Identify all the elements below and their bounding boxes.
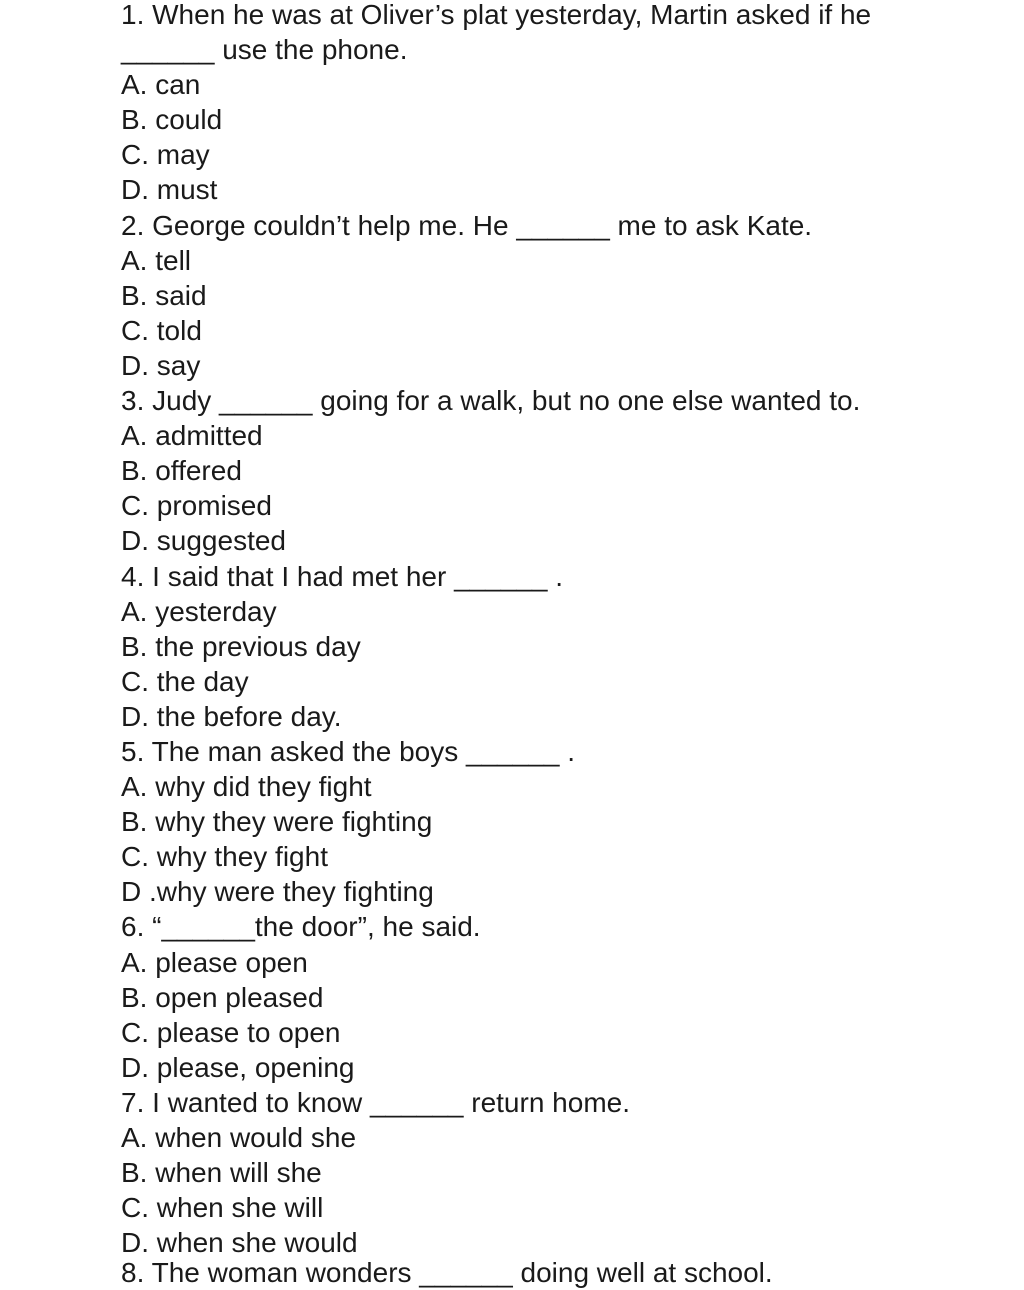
question-stem: 5. The man asked the boys ______ . [121,735,576,767]
option-a: A. when would she [121,1122,357,1153]
option-b: B. open pleased [121,981,324,1013]
option-c: C. told [121,314,202,346]
option-a: A. yesterday [121,595,277,627]
option-b: B. when will she [121,1157,322,1189]
option-a: A. please open [121,946,308,978]
option-a: A. admitted [121,420,263,452]
option-b: B. why they were fighting [121,806,433,838]
option-a: A. why did they fight [121,771,372,803]
option-c: C. when she will [121,1192,324,1224]
option-b: B. the previous day [121,630,361,662]
question-4 [121,559,1001,734]
option-b: B. offered [121,455,242,487]
option-d: D. when she would [121,1227,358,1259]
worksheet [121,0,1001,1260]
option-c: C. may [121,139,210,171]
option-c: C. please to open [121,1016,341,1048]
question-stem: 1. When he was at Oliver’s plat yesterday, Martin asked if he [121,0,872,30]
option-c: C. why they fight [121,841,328,873]
question-2 [121,208,1001,383]
question-stem: 2. George couldn’t help me. He ______ me to ask Kate. [121,209,813,241]
question-7 [121,1085,1001,1260]
option-b: B. said [121,279,207,311]
option-c: C. promised [121,490,272,522]
question-1 [121,0,1001,208]
option-c: C. the day [121,665,249,697]
question-5 [121,734,1001,909]
question-3 [121,383,1001,558]
question-stem: 4. I said that I had met her ______ . [121,560,564,592]
option-a: A. can [121,69,201,101]
option-d: D. suggested [121,525,286,557]
option-a: A. tell [121,244,192,276]
question-8-stem-cut-off: 8. The woman wonders ______ doing well at school. [121,1257,773,1288]
question-stem: 3. Judy ______ going for a walk, but no one else wanted to. [121,385,861,417]
option-d: D. the before day. [121,700,342,732]
question-stem-continued: ______ use the phone. [121,34,408,66]
option-d: D. must [121,174,218,206]
option-d: D .why were they fighting [121,876,434,908]
question-stem: 6. “______the door”, he said. [121,911,481,943]
option-d: D. please, opening [121,1051,355,1083]
question-stem: 7. I wanted to know ______ return home. [121,1086,630,1118]
option-d: D. say [121,349,201,381]
question-6 [121,909,1001,1084]
option-b: B. could [121,104,223,136]
